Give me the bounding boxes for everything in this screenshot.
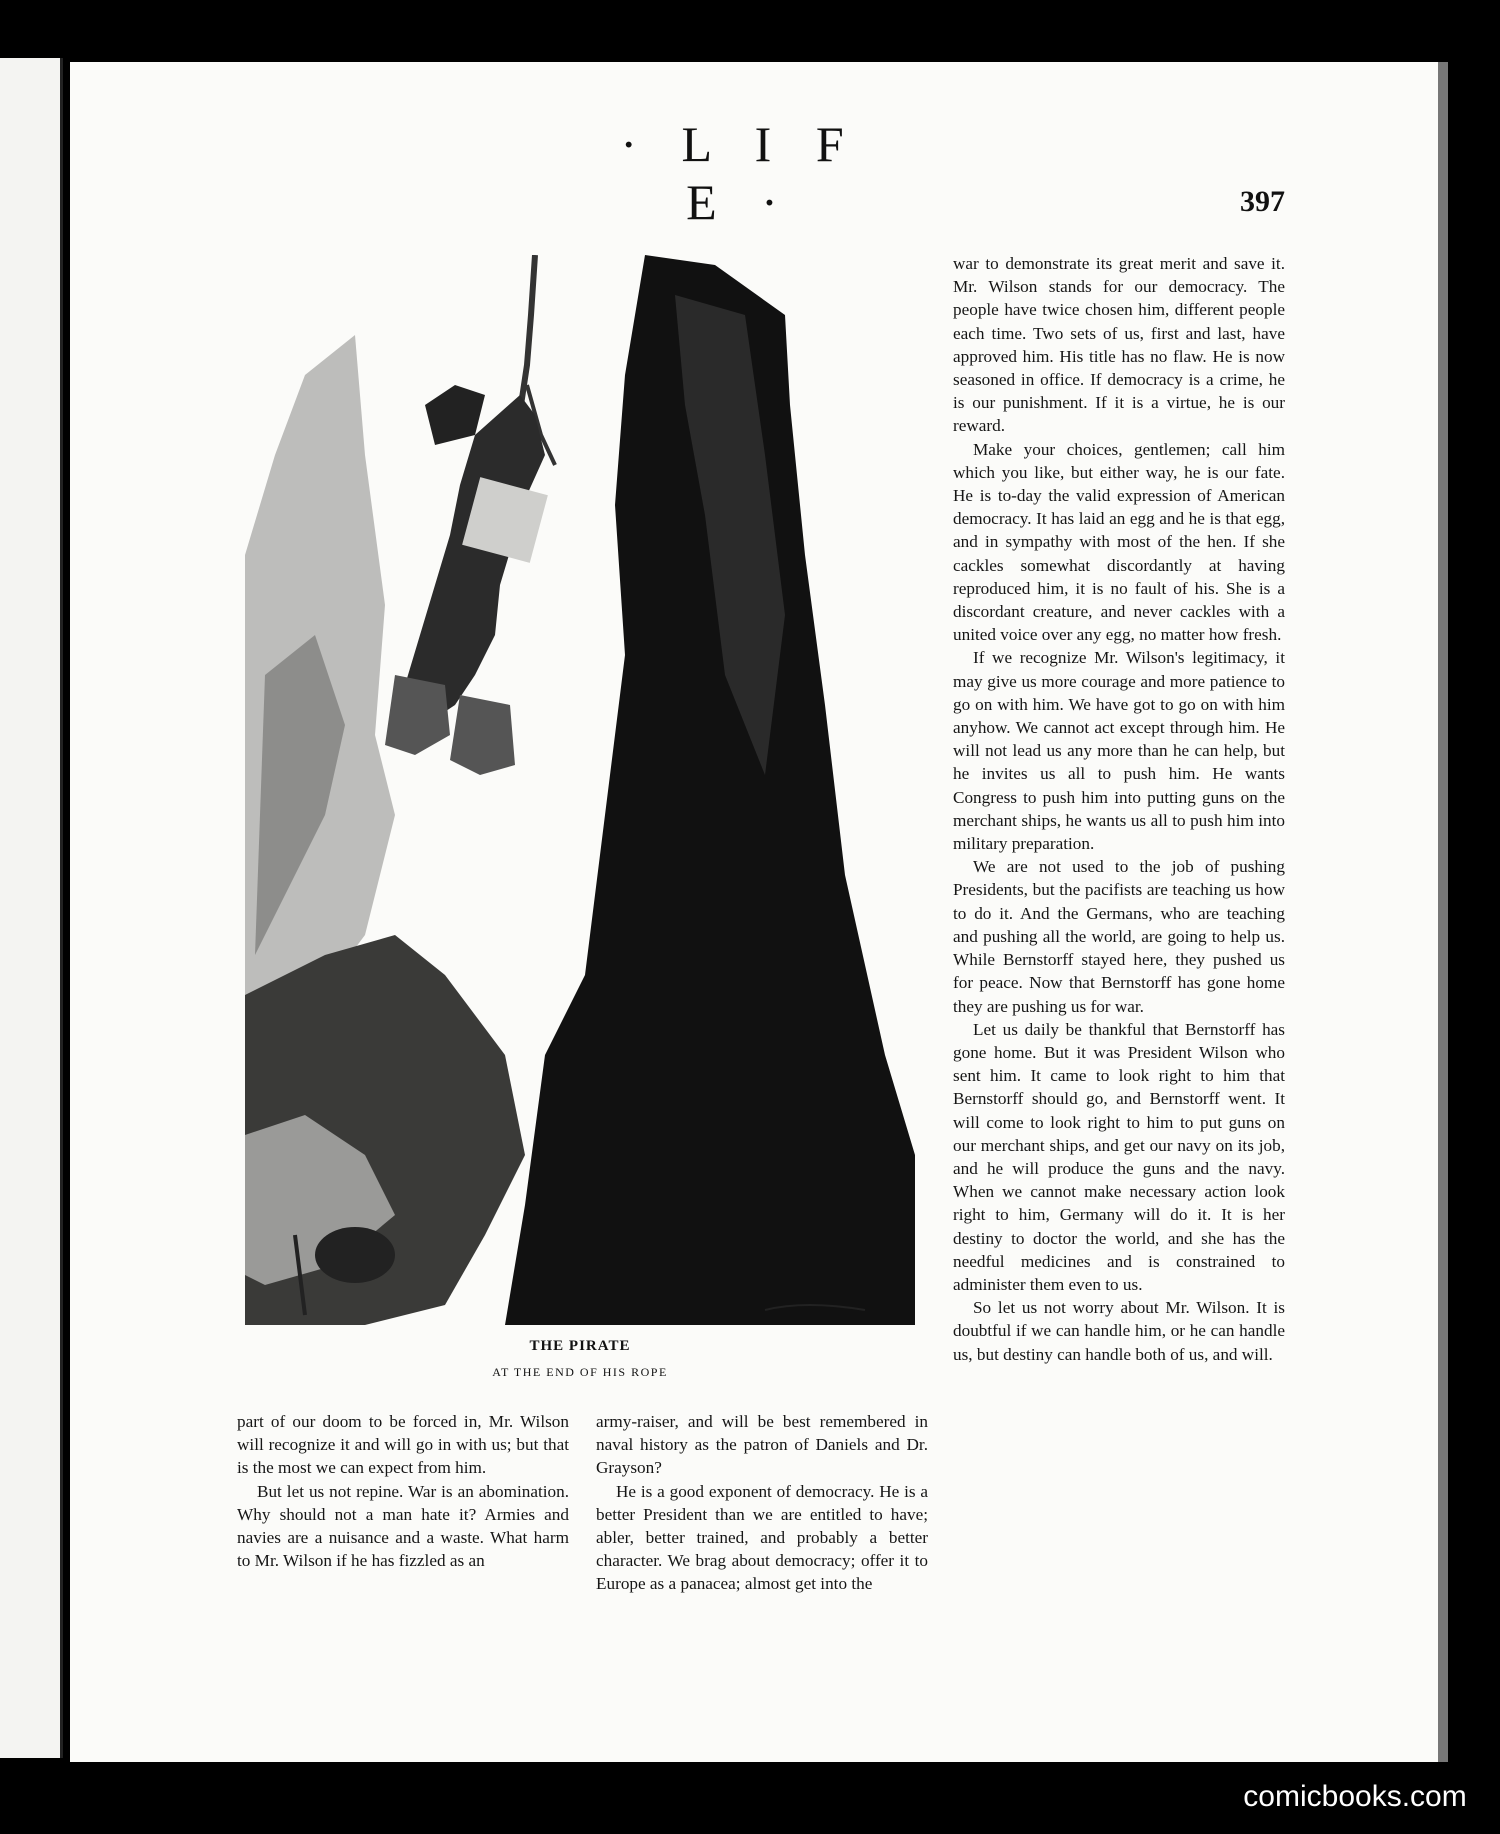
paragraph: But let us not repine. War is an abomination. Why should not a man hate it? Armies and navies are a nuisance and a waste. What harm to Mr. Wilson if he has fizzled as an: [237, 1481, 569, 1571]
paragraph: So let us not worry about Mr. Wilson. It is doubtful if we can handle him, or he can handle us, but destiny can handle both of us, and will.: [953, 1298, 1285, 1364]
bottom-left-text-column: [237, 1410, 569, 1572]
masthead: · L I F E ·: [620, 116, 860, 230]
paragraph: We are not used to the job of pushing Presidents, but the pacifists are teaching us how to do it. And the Germans, who are teaching and pushing all the world, are going to help us. While Bernstorff stayed here, they pushed us for peace. Now that Bernstorff has gone home they are pushing us for war.: [953, 857, 1285, 1016]
watermark: comicbooks.com: [1243, 1780, 1467, 1813]
paragraph: Make your choices, gentlemen; call him which you like, but either way, he is our fate. He is to-day the valid expression of American democracy. It has laid an egg and he is that egg, and in sympathy with most of the hen. If she cackles somewhat discordantly at having reproduced him, it is no fault of his. She is a discordant creature, and never cackles with a united voice over any egg, no matter how fresh.: [953, 439, 1285, 645]
bottom-middle-text-column: [596, 1410, 928, 1596]
facing-page-edge: [0, 58, 63, 1758]
cartoon-illustration: [245, 255, 915, 1325]
right-text-column: [953, 252, 1285, 1366]
paragraph: He is a good exponent of democracy. He is a better President than we are entitled to have; abler, better trained, and probably a better character. We brag about democracy; offer it to Europe as a panacea; almost get into the: [596, 1481, 928, 1594]
page-shadow: [1438, 62, 1448, 1762]
paragraph: Let us daily be thankful that Bernstorff has gone home. But it was President Wilson who sent him. It came to look right to him that Bernstorff should go, and Bernstorff went. It will come to look right to him to put guns on our merchant ships, and get our navy on its job, and he will produce the guns and the navy. When we cannot make necessary action look right to him, Germany will do it. It is her destiny to doctor the world, and she has the needful medicines and is constrained to administer them even to us.: [953, 1019, 1285, 1294]
paragraph: If we recognize Mr. Wilson's legitimacy, it may give us more courage and more patience to go on with him. We have got to go on with him anyhow. We cannot act except through him. He will not lead us any more than he can help, but he invites us all to push him. He wants Congress to push him into putting guns on the merchant ships, he wants us all to push him into military preparation.: [953, 648, 1285, 854]
page-number: 397: [1240, 185, 1285, 218]
paragraph: war to demonstrate its great merit and save it. Mr. Wilson stands for our democracy. The people have twice chosen him, different people each time. Two sets of us, first and last, have approved him. His title has no flaw. He is now seasoned in office. If democracy is a crime, he is our punishment. If it is a virtue, he is our reward.: [953, 254, 1285, 436]
cartoon-caption-subtitle: AT THE END OF HIS ROPE: [492, 1365, 668, 1379]
paragraph: army-raiser, and will be best remembered in naval history as the patron of Daniels and Dr. Grayson?: [596, 1412, 928, 1478]
paragraph: part of our doom to be forced in, Mr. Wilson will recognize it and will go in with us; but that is the most we can expect from him.: [237, 1412, 569, 1478]
cartoon-caption-title: THE PIRATE: [529, 1338, 631, 1354]
